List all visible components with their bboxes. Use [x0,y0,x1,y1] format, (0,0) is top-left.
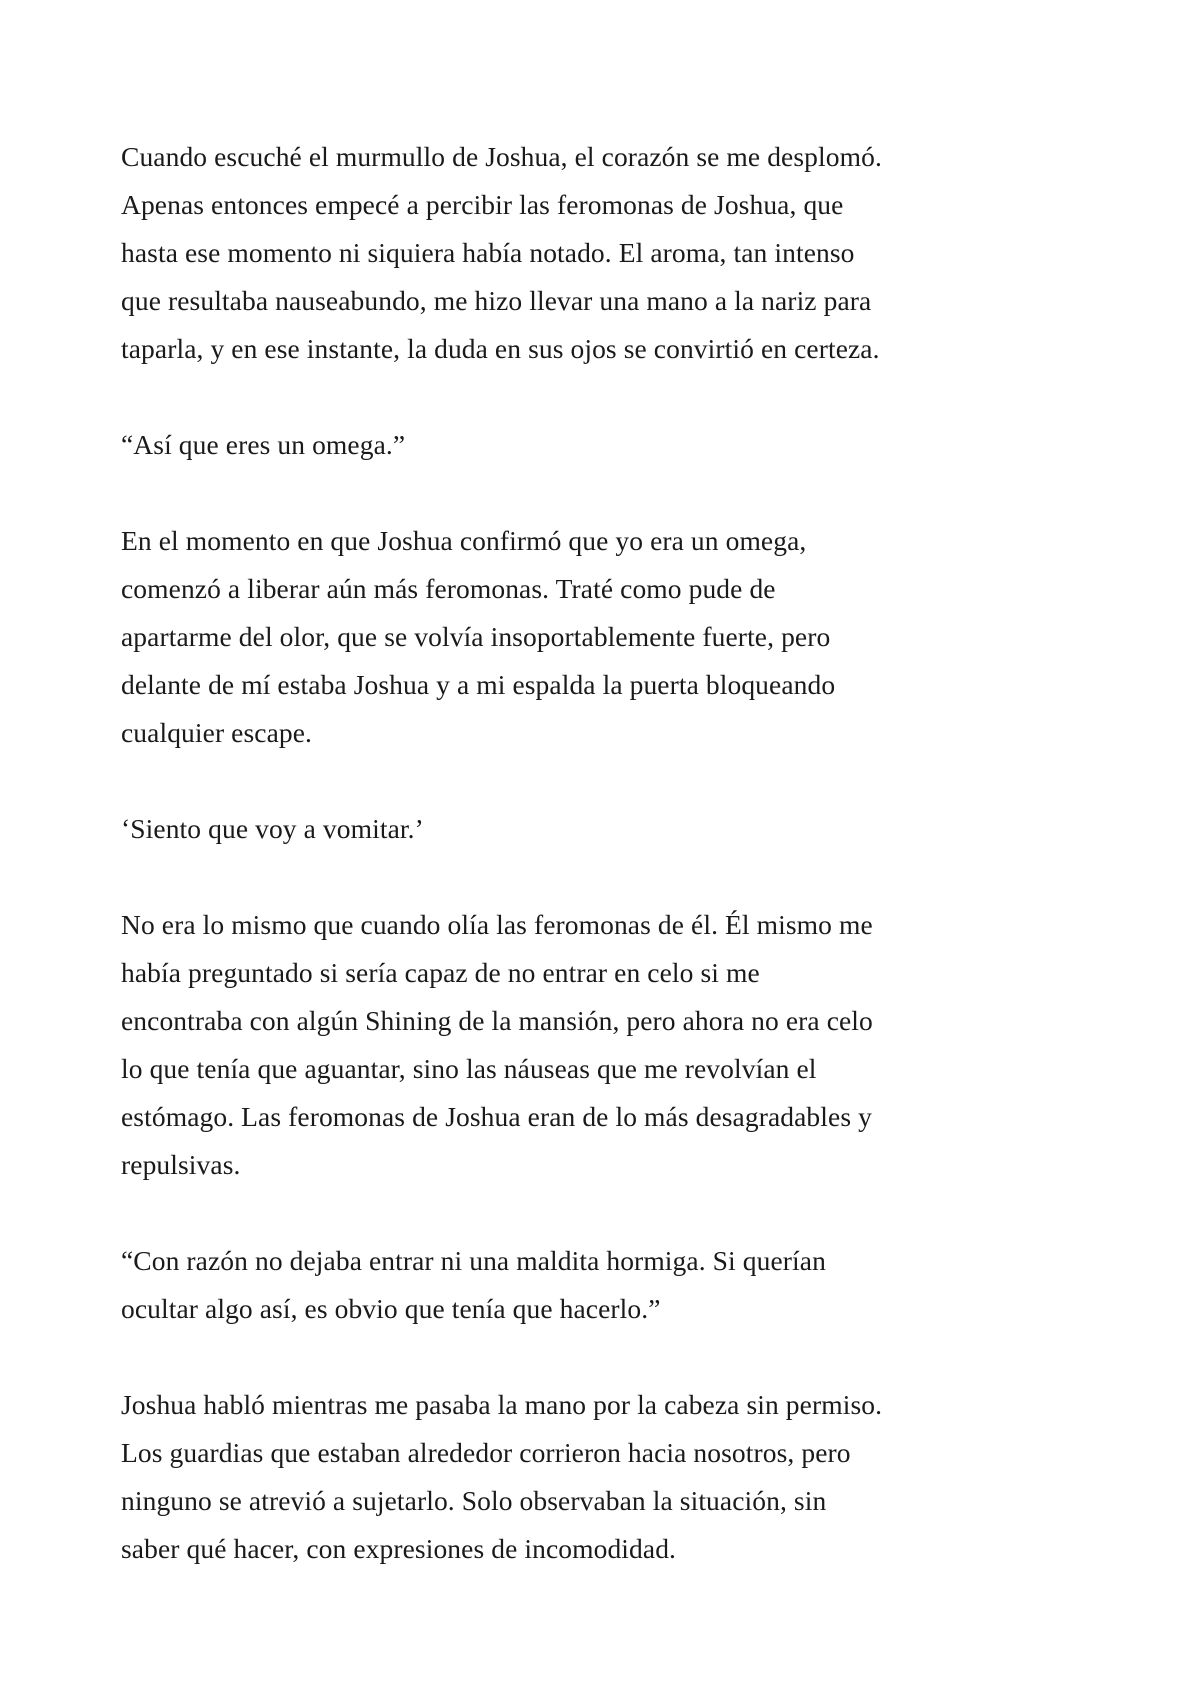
text-line: Joshua habló mientras me pasaba la mano por la cabeza sin permiso. [121,1389,883,1420]
text-line: delante de mí estaba Joshua y a mi espalda la puerta bloqueando [121,669,836,700]
paragraph-narration [121,517,1101,757]
text-line: No era lo mismo que cuando olía las feromonas de él. Él mismo me [121,909,873,940]
paragraph-narration [121,901,1101,1189]
paragraph-dialogue [121,1237,1101,1333]
text-line: había preguntado si sería capaz de no entrar en celo si me [121,957,760,988]
text-line: lo que tenía que aguantar, sino las náuseas que me revolvían el [121,1053,817,1084]
paragraph-narration [121,133,1101,373]
text-line: apartarme del olor, que se volvía insoportablemente fuerte, pero [121,621,831,652]
text-line: “Con razón no dejaba entrar ni una maldita hormiga. Si querían [121,1245,826,1276]
text-line: Apenas entonces empecé a percibir las feromonas de Joshua, que [121,189,844,220]
document-page [121,133,1101,1621]
text-line: ‘Siento que voy a vomitar.’ [121,813,424,844]
text-line: hasta ese momento ni siquiera había notado. El aroma, tan intenso [121,237,855,268]
text-line: taparla, y en ese instante, la duda en sus ojos se convirtió en certeza. [121,333,880,364]
text-line: estómago. Las feromonas de Joshua eran de lo más desagradables y [121,1101,872,1132]
text-line: saber qué hacer, con expresiones de incomodidad. [121,1533,677,1564]
text-line: ocultar algo así, es obvio que tenía que hacerlo.” [121,1293,661,1324]
paragraph-narration [121,1381,1101,1573]
text-line: ninguno se atrevió a sujetarlo. Solo observaban la situación, sin [121,1485,827,1516]
text-line: Los guardias que estaban alrededor corrieron hacia nosotros, pero [121,1437,851,1468]
text-line: Cuando escuché el murmullo de Joshua, el corazón se me desplomó. [121,141,882,172]
paragraph-dialogue [121,421,1101,469]
text-line: cualquier escape. [121,717,313,748]
text-line: comenzó a liberar aún más feromonas. Traté como pude de [121,573,776,604]
text-line: En el momento en que Joshua confirmó que yo era un omega, [121,525,807,556]
text-line: “Así que eres un omega.” [121,429,406,460]
paragraph-thought [121,805,1101,853]
text-line: encontraba con algún Shining de la mansión, pero ahora no era celo [121,1005,873,1036]
text-line: repulsivas. [121,1149,241,1180]
text-line: que resultaba nauseabundo, me hizo llevar una mano a la nariz para [121,285,872,316]
